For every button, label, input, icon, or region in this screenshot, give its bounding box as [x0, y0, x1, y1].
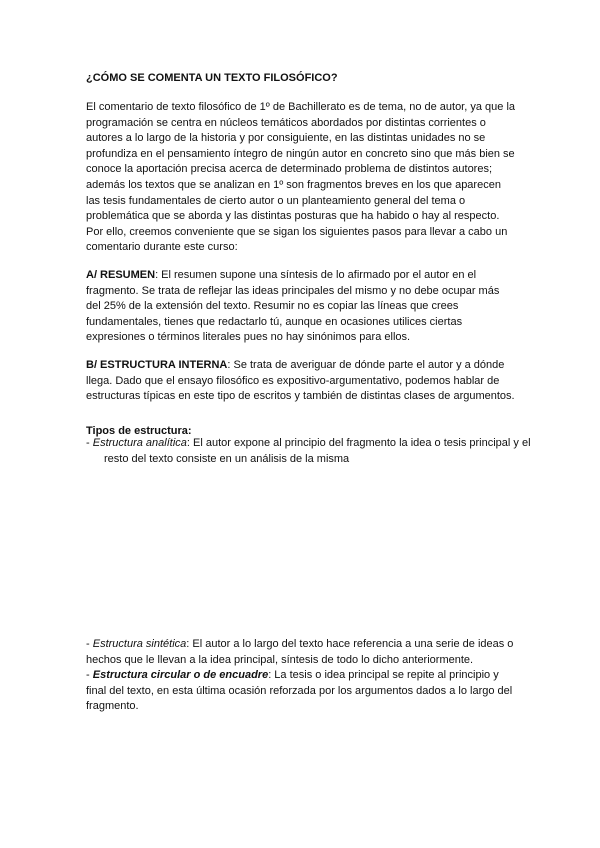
document-title: ¿CÓMO SE COMENTA UN TEXTO FILOSÓFICO? — [86, 72, 338, 84]
tipo-dash: - — [86, 437, 93, 449]
tipo-sintetica-text: : El autor a lo largo del texto hace referencia a una serie de ideas o hechos que le llevan a la idea principal, síntesis de todo lo dicho anteriormente. — [86, 638, 514, 666]
tipos-heading: Tipos de estructura: — [86, 425, 192, 437]
tipo-dash: - — [86, 669, 93, 682]
tipo-analitica-text: : El autor expone al principio del fragmento la idea o tesis principal y el resto del texto consiste en un análisis de la misma — [104, 437, 531, 465]
tipo-sintetica-name: Estructura sintética — [92, 638, 187, 650]
tipo-sintetica — [86, 637, 516, 668]
tipo-analitica-name: Estructura analítica — [92, 437, 187, 449]
tipo-dash: - — [86, 638, 93, 650]
intro-paragraph: El comentario de texto filosófico de 1º de Bachillerato es de tema, no de autor, ya que la programación se centra en núcleos temáticos abordados por distintas corrientes o autores a lo largo de la historia y por consiguiente, en las distintas unidades no se profundiza en el pensamiento íntegro de ningún autor en concreto sino que más bien se conoce la aportación precisa acerca de determinado problema de distintos autores; además los textos que se analizan en 1º son fragmentos breves en los que aparecen las tesis fundamentales de cierto autor o un planteamiento general del tema o problemática que se aborda y las distintas posturas que ha habido o hay al respecto. Por ello, creemos conveniente que se sigan los siguientes pasos para llevar a cabo un comentario durante este curso: — [86, 101, 515, 254]
tipo-circular-text: : La tesis o idea principal se repite al principio y final del texto, en esta última ocasión reforzada por los argumentos dados a lo largo del fragmento. — [86, 669, 513, 713]
tipo-circular-name: Estructura circular o de encuadre — [92, 669, 269, 682]
tipos-rest — [86, 637, 516, 715]
tipo-analitica — [86, 436, 534, 467]
section-estructura-heading: B/ ESTRUCTURA INTERNA — [86, 359, 228, 371]
section-resumen — [86, 268, 516, 346]
section-estructura-text: : Se trata de averiguar de dónde parte el autor y a dónde llega. Dado que el ensayo filosófico es expositivo-argumentativo, podemos hablar de estructuras típicas en este tipo de escritos y también de distintas clases de argumentos. — [86, 359, 515, 403]
section-resumen-heading: A/ RESUMEN — [86, 269, 156, 281]
tipo-circular — [86, 668, 516, 715]
section-resumen-text: : El resumen supone una síntesis de lo afirmado por el autor en el fragmento. Se trata de reflejar las ideas principales del mismo y no debe ocupar más del 25% de la extensión del texto. Resumir no es copiar las líneas que crees fundamentales, tienes que redactarlo tú, aunque en ocasiones utilices ciertas expresiones o términos literales pues no hay sinónimos para ellos. — [86, 269, 500, 344]
section-estructura-interna — [86, 358, 516, 405]
